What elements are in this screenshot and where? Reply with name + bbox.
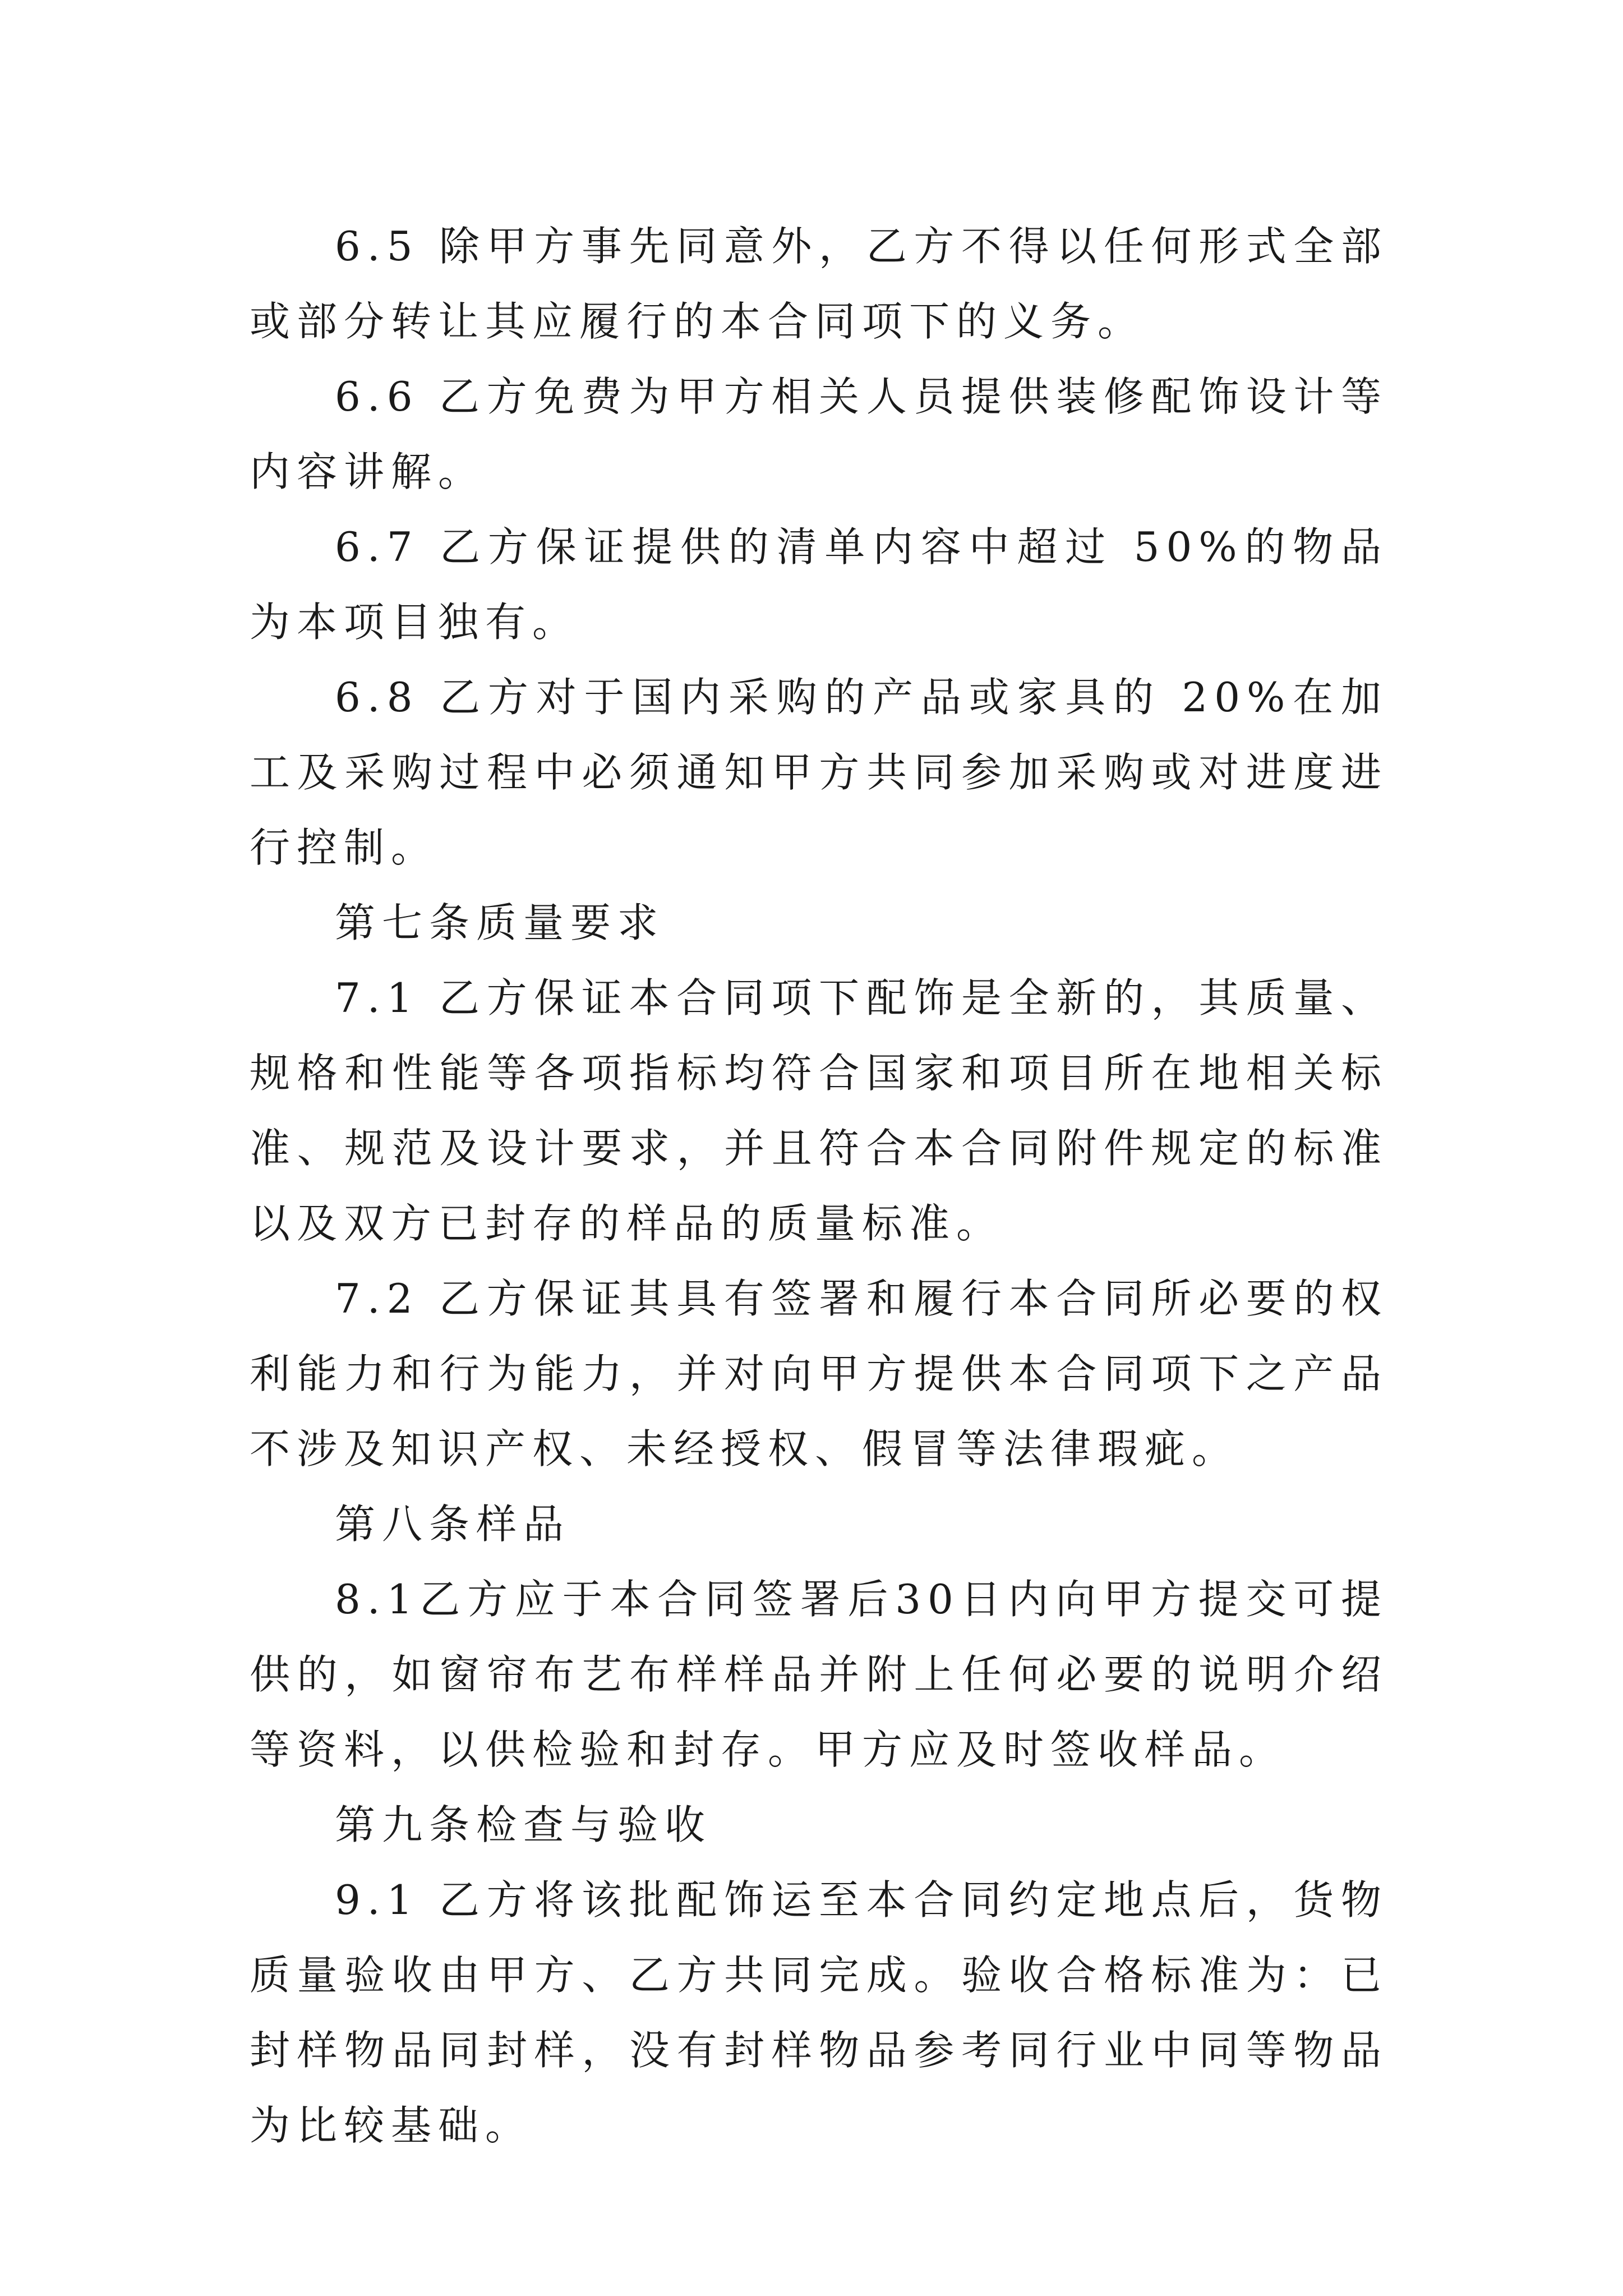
clause-8-1: 8.1乙方应于本合同签署后30日内向甲方提交可提供的，如窗帘布艺布样样品并附上任何必要的说明介绍等资料，以供检验和封存。甲方应及时签收样品。 (250, 1576, 1388, 1773)
clause-6-8: 6.8 乙方对于国内采购的产品或家具的 20%在加工及采购过程中必须通知甲方共同参加采购或对进度进行控制。 (250, 674, 1388, 871)
article-7-heading: 第七条质量要求 (335, 899, 665, 946)
clause-7-1: 7.1 乙方保证本合同项下配饰是全新的，其质量、规格和性能等各项指标均符合国家和项目所在地相关标准、规范及设计要求，并且符合本合同附件规定的标准以及双方已封存的样品的质量标准。 (250, 974, 1388, 1247)
clause-7-2: 7.2 乙方保证其具有签署和履行本合同所必要的权利能力和行为能力，并对向甲方提供本合同项下之产品不涉及知识产权、未经授权、假冒等法律瑕疵。 (250, 1275, 1388, 1473)
clause-9-1: 9.1 乙方将该批配饰运至本合同约定地点后，货物质量验收由甲方、乙方共同完成。验收合格标准为：已封样物品同封样，没有封样物品参考同行业中同等物品为比较基础。 (250, 1876, 1388, 2149)
clause-6-6: 6.6 乙方免费为甲方相关人员提供装修配饰设计等内容讲解。 (250, 373, 1388, 495)
clause-6-7: 6.7 乙方保证提供的清单内容中超过 50%的物品为本项目独有。 (250, 523, 1388, 646)
clause-6-5: 6.5 除甲方事先同意外，乙方不得以任何形式全部或部分转让其应履行的本合同项下的义务。 (250, 223, 1388, 345)
article-8-heading: 第八条样品 (335, 1501, 571, 1548)
article-9-heading: 第九条检查与验收 (335, 1801, 712, 1848)
document-body (250, 209, 1388, 2163)
